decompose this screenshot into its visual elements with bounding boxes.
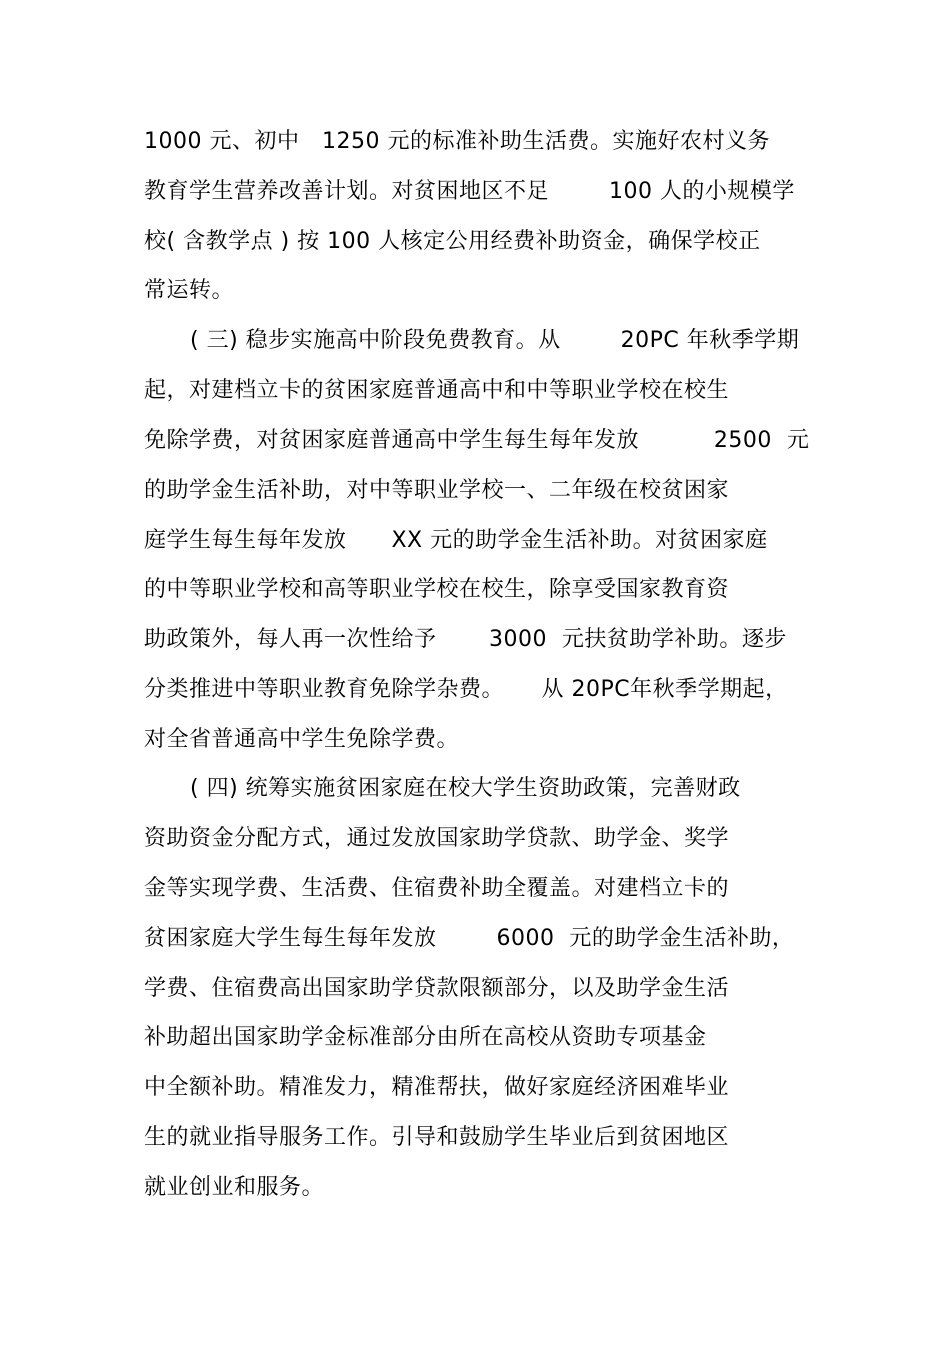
text-line: 中全额补助。精准发力，精准帮扶，做好家庭经济困难毕业 xyxy=(144,1075,730,1100)
text-line: 学费、住宿费高出国家助学贷款限额部分，以及助学金生活 xyxy=(144,976,730,1001)
text-line: 起，对建档立卡的贫困家庭普通高中和中等职业学校在校生 xyxy=(144,378,730,403)
text-line: 贫困家庭大学生每生每年发放 6000 元的助学金生活补助， xyxy=(144,926,795,951)
text-line: 免除学费，对贫困家庭普通高中学生每生每年发放 2500 元 xyxy=(144,428,810,453)
text-line: 就业创业和服务。 xyxy=(144,1175,325,1200)
text-line: 金等实现学费、生活费、住宿费补助全覆盖。对建档立卡的 xyxy=(144,876,730,901)
text-line: 补助超出国家助学金标准部分由所在高校从资助专项基金 xyxy=(144,1025,707,1050)
text-line: 常运转。 xyxy=(144,278,235,303)
text-line: 资助资金分配方式，通过发放国家助学贷款、助学金、奖学 xyxy=(144,826,730,851)
text-line: 对全省普通高中学生免除学费。 xyxy=(144,727,460,752)
text-line: 助政策外，每人再一次性给予 3000 元扶贫助学补助。逐步 xyxy=(144,627,787,652)
text-line: 分类推进中等职业教育免除学杂费。 从 20PC年秋季学期起， xyxy=(144,677,788,702)
text-line: 教育学生营养改善计划。对贫困地区不足 100 人的小规模学 xyxy=(144,179,795,204)
text-line: 的助学金生活补助，对中等职业学校一、二年级在校贫困家 xyxy=(144,478,730,503)
text-line: 校( 含教学点 ) 按 100 人核定公用经费补助资金，确保学校正 xyxy=(144,229,761,254)
text-line: 1000 元、初中 1250 元的标准补助生活费。实施好农村义务 xyxy=(144,129,770,154)
paragraph-start-line: ( 三) 稳步实施高中阶段免费教育。从 20PC 年秋季学期 xyxy=(190,328,800,353)
paragraph-start-line: ( 四) 统筹实施贫困家庭在校大学生资助政策，完善财政 xyxy=(190,776,741,801)
text-line: 生的就业指导服务工作。引导和鼓励学生毕业后到贫困地区 xyxy=(144,1125,730,1150)
text-line: 的中等职业学校和高等职业学校在校生，除享受国家教育资 xyxy=(144,577,730,602)
text-line: 庭学生每生每年发放 XX 元的助学金生活补助。对贫困家庭 xyxy=(144,528,768,553)
